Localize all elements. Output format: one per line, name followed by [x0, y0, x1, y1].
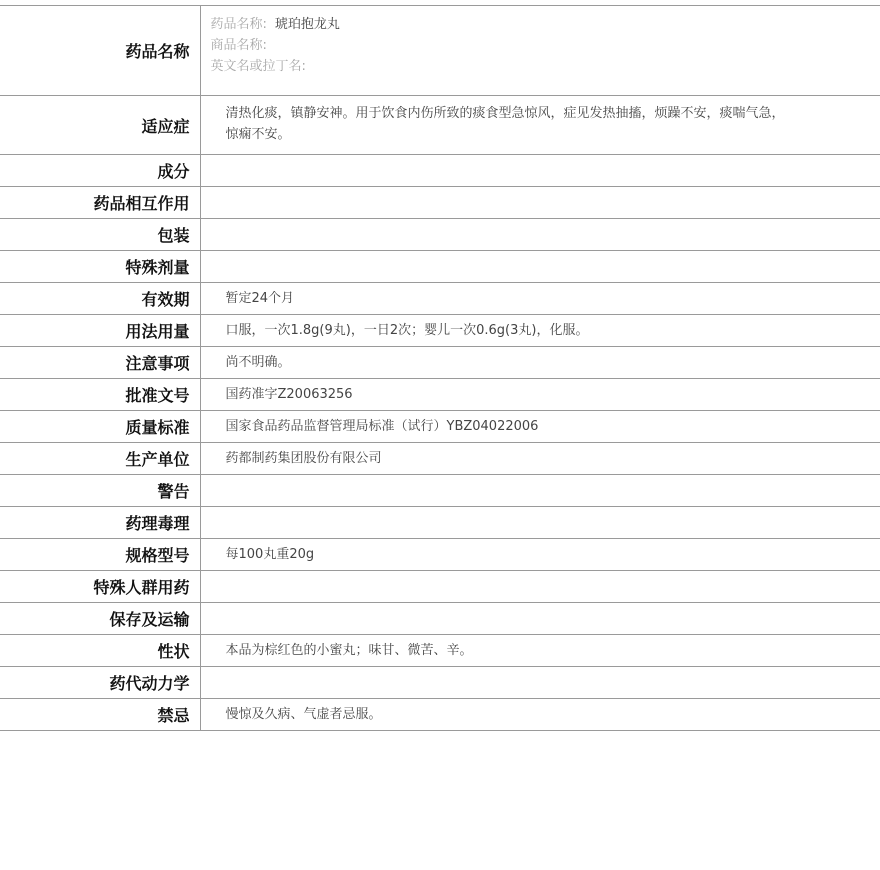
row-value — [200, 155, 880, 187]
row-indications — [0, 96, 880, 155]
row-label: 警告 — [0, 475, 200, 507]
row-pharmacology — [0, 507, 880, 539]
row-label: 性状 — [0, 635, 200, 667]
row-label: 质量标准 — [0, 411, 200, 443]
row-drug-interactions — [0, 187, 880, 219]
row-manufacturer — [0, 443, 880, 475]
row-value: 国家食品药品监督管理局标准（试行）YBZ04022006 — [225, 419, 539, 434]
row-value: 每100丸重20g — [225, 547, 315, 562]
row-label: 规格型号 — [0, 539, 200, 571]
row-label: 药品名称 — [0, 6, 200, 96]
row-label: 有效期 — [0, 283, 200, 315]
row-value: 药都制药集团股份有限公司 — [225, 451, 382, 466]
trade-name-key: 商品名称: — [210, 38, 267, 53]
row-packaging — [0, 219, 880, 251]
row-value — [200, 187, 880, 219]
row-label: 药品相互作用 — [0, 187, 200, 219]
row-label: 用法用量 — [0, 315, 200, 347]
row-dosage — [0, 315, 880, 347]
row-value — [200, 667, 880, 699]
row-label: 适应症 — [0, 96, 200, 155]
row-warnings — [0, 475, 880, 507]
trade-name-line — [211, 35, 880, 56]
row-value: 口服，一次1.8g(9丸)，一日2次；婴儿一次0.6g(3丸)，化服。 — [225, 323, 589, 338]
row-value: 慢惊及久病、气虚者忌服。 — [225, 707, 382, 722]
row-label: 注意事项 — [0, 347, 200, 379]
row-approval-number — [0, 379, 880, 411]
generic-name-line — [211, 14, 880, 35]
row-label: 禁忌 — [0, 699, 200, 731]
row-storage — [0, 603, 880, 635]
row-value: 尚不明确。 — [225, 355, 291, 370]
row-label: 生产单位 — [0, 443, 200, 475]
row-value — [200, 475, 880, 507]
row-label: 包装 — [0, 219, 200, 251]
row-value: 本品为棕红色的小蜜丸；味甘、微苦、辛。 — [225, 643, 473, 658]
row-label: 批准文号 — [0, 379, 200, 411]
row-contraindications — [0, 699, 880, 731]
row-ingredients — [0, 155, 880, 187]
row-quality-standard — [0, 411, 880, 443]
row-special-populations — [0, 571, 880, 603]
row-label: 特殊人群用药 — [0, 571, 200, 603]
row-value — [200, 571, 880, 603]
row-value — [200, 251, 880, 283]
row-pharmacokinetics — [0, 667, 880, 699]
row-label: 特殊剂量 — [0, 251, 200, 283]
row-label: 保存及运输 — [0, 603, 200, 635]
row-shelf-life — [0, 283, 880, 315]
row-specification — [0, 539, 880, 571]
generic-name-key: 药品名称: — [210, 17, 267, 32]
row-value: 国药准字Z20063256 — [225, 387, 353, 402]
row-label: 药理毒理 — [0, 507, 200, 539]
row-precautions — [0, 347, 880, 379]
drug-info-table — [0, 5, 880, 731]
row-description — [0, 635, 880, 667]
drug-name-cell — [200, 6, 880, 96]
row-value: 暂定24个月 — [225, 291, 295, 306]
latin-name-key: 英文名或拉丁名: — [210, 59, 306, 74]
generic-name-value: 琥珀抱龙丸 — [274, 17, 340, 32]
row-label: 成分 — [0, 155, 200, 187]
row-value — [200, 219, 880, 251]
latin-name-line — [211, 56, 880, 77]
row-special-dosage — [0, 251, 880, 283]
row-label: 药代动力学 — [0, 667, 200, 699]
row-value: 清热化痰，镇静安神。用于饮食内伤所致的痰食型急惊风，症见发热抽搐，烦躁不安，痰喘气急，惊痫不安。 — [225, 106, 785, 142]
row-value — [200, 507, 880, 539]
row-value — [200, 603, 880, 635]
row-drug-name — [0, 6, 880, 96]
